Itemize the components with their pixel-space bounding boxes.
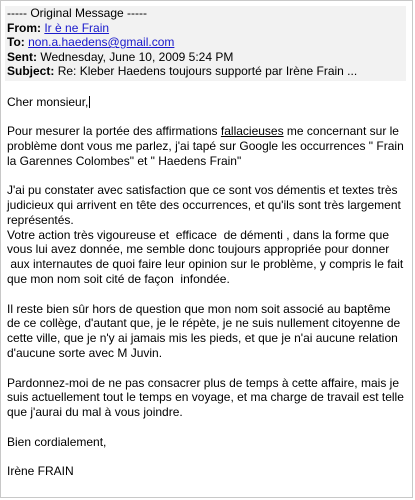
p2-line-3: représentés.	[7, 212, 74, 227]
from-row	[7, 21, 406, 36]
p4-line-2: suis actuellement tout le temps en voyage, et ma charge de travail est telle	[7, 390, 404, 405]
original-message-divider: ----- Original Message -----	[7, 6, 148, 20]
paragraph-1	[7, 124, 406, 168]
p2-line-2: judicieux qui arrivent en tête des occurrences, et qu'ils sont très largement	[7, 198, 401, 213]
sent-date: Wednesday, June 10, 2009 5:24 PM	[40, 49, 234, 64]
p3-line-4: d'aucune sorte avec M Juvin.	[7, 346, 163, 361]
paragraph-3	[7, 302, 406, 361]
p2-line-6: aux internautes de quoi faire leur opinion sur le problème, y compris le fait	[7, 257, 404, 272]
paragraph-2	[7, 183, 406, 287]
to-row	[7, 35, 406, 50]
p4-line-1: Pardonnez-moi de ne pas consacrer plus de temps à cette affaire, mais je	[7, 375, 399, 390]
p1-text-end: me concernant sur le	[283, 124, 399, 139]
message-header	[5, 6, 406, 81]
from-label: From:	[7, 20, 41, 35]
sent-label: Sent:	[7, 49, 37, 64]
closing: Bien cordialement,	[7, 434, 107, 449]
p3-line-3: cette ville, que je n'y ai jamais mis les pieds, et que je n'ai aucune relation	[7, 331, 398, 346]
subject-text: Re: Kleber Haedens toujours supporté par Irène Frain ...	[57, 64, 358, 78]
p3-line-2: de ce collège, d'autant que, je le répète, je ne suis nullement citoyenne de	[7, 316, 401, 331]
subject-row	[7, 64, 406, 79]
from-sender-link[interactable]: Ir è ne Frain	[44, 20, 110, 35]
message-body[interactable]	[7, 95, 406, 480]
greeting	[7, 95, 406, 110]
p2-line-1: J'ai pu constater avec satisfaction que ce sont vos démentis et textes très	[7, 183, 398, 198]
paragraph-4	[7, 376, 406, 420]
subject-label: Subject:	[7, 64, 55, 78]
sent-row	[7, 50, 406, 65]
p3-line-1: Il reste bien sûr hors de question que mon nom soit associé au baptême	[7, 301, 391, 316]
to-recipient-link[interactable]: non.a.haedens@gmail.com	[28, 35, 175, 49]
underlined-word: fallacieuses	[220, 124, 284, 139]
p4-line-3: que j'aurai du mal à vous joindre.	[7, 405, 183, 420]
signature: Irène FRAIN	[7, 464, 74, 479]
p1-line-2: problème dont vous me parlez, j'ai tapé sur Google les occurrences " Frain	[7, 138, 404, 153]
p1-text-start: Pour mesurer la portée des affirmations	[7, 124, 221, 139]
to-label: To:	[7, 35, 25, 49]
p2-line-5: vous lui avez donnée, me semble donc toujours appropriée pour donner	[7, 242, 390, 257]
greeting-text: Cher monsieur,	[7, 94, 89, 109]
p2-line-4: Votre action très vigoureuse et efficace de démenti , dans la forme que	[7, 227, 390, 242]
p1-line-3: la Garennes Colombes" et " Haedens Frain"	[7, 153, 242, 168]
text-cursor	[89, 96, 90, 108]
p2-line-7: que mon nom soit cité de façon infondée.	[7, 272, 230, 287]
p1-line-1	[7, 124, 399, 138]
